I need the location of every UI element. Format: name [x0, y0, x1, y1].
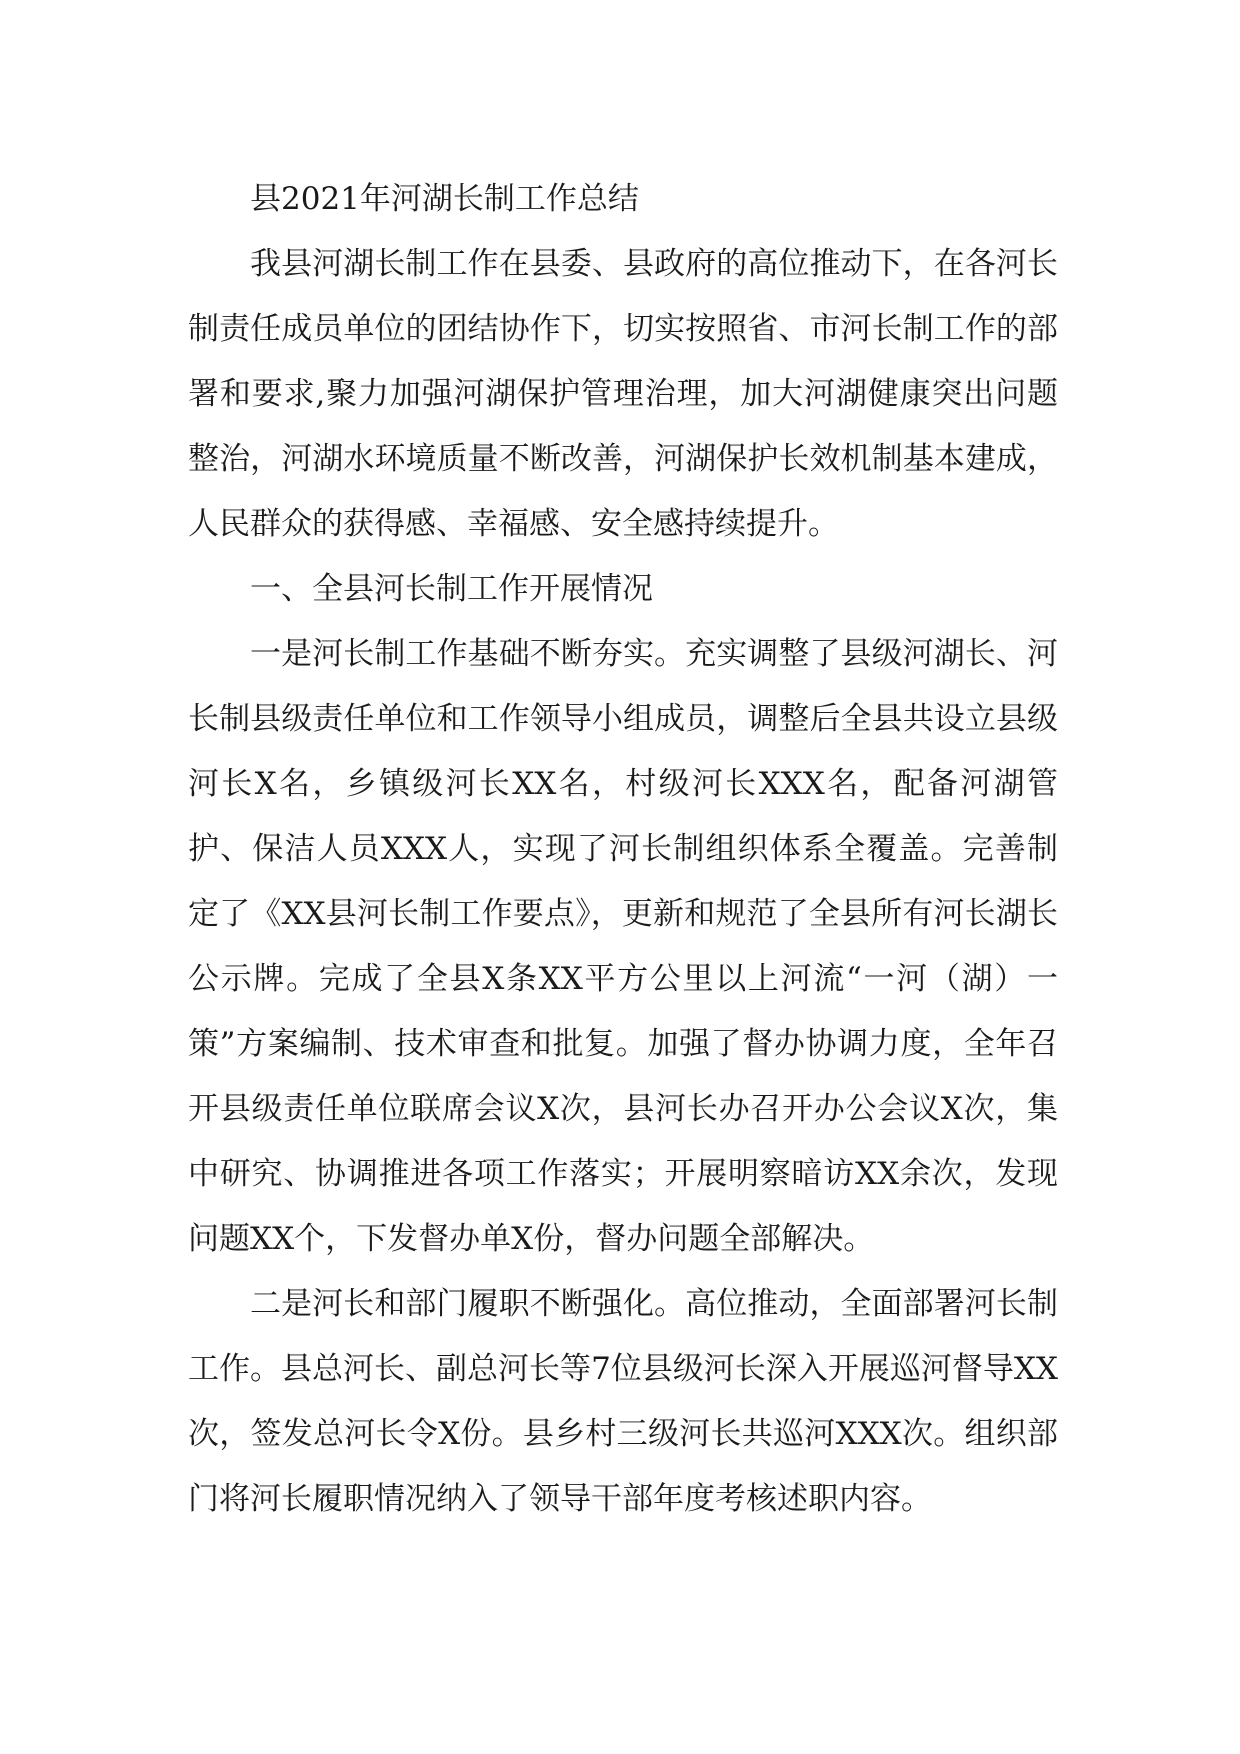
- paragraph-point-one: 一是河长制工作基础不断夯实。充实调整了县级河湖长、河长制县级责任单位和工作领导小组成员，调整后全县共设立县级河长X名，乡镇级河长XX名，村级河长XXX名，配备河湖管护、保洁人员XXX人，实现了河长制组织体系全覆盖。完善制定了《XX县河长制工作要点》，更新和规范了全县所有河长湖长公示牌。完成了全县X条XX平方公里以上河流“一河（湖）一策”方案编制、技术审查和批复。加强了督办协调力度，全年召开县级责任单位联席会议X次，县河长办召开办公会议X次，集中研究、协调推进各项工作落实；开展明察暗访XX余次，发现问题XX个，下发督办单X份，督办问题全部解决。: [188, 636, 1058, 1257]
- section-heading: 一、全县河长制工作开展情况: [250, 571, 653, 607]
- document-title: 县2021年河湖长制工作总结: [250, 181, 639, 217]
- paragraph-intro: 我县河湖长制工作在县委、县政府的高位推动下，在各河长制责任成员单位的团结协作下，切实按照省、市河长制工作的部署和要求,聚力加强河湖保护管理治理，加大河湖健康突出问题整治，河湖水环境质量不断改善，河湖保护长效机制基本建成，人民群众的获得感、幸福感、安全感持续提升。: [188, 246, 1058, 542]
- document-body: [188, 167, 1058, 1532]
- paragraph-point-two: 二是河长和部门履职不断强化。高位推动，全面部署河长制工作。县总河长、副总河长等7位县级河长深入开展巡河督导XX次，签发总河长令X份。县乡村三级河长共巡河XXX次。组织部门将河长履职情况纳入了领导干部年度考核述职内容。: [188, 1286, 1058, 1517]
